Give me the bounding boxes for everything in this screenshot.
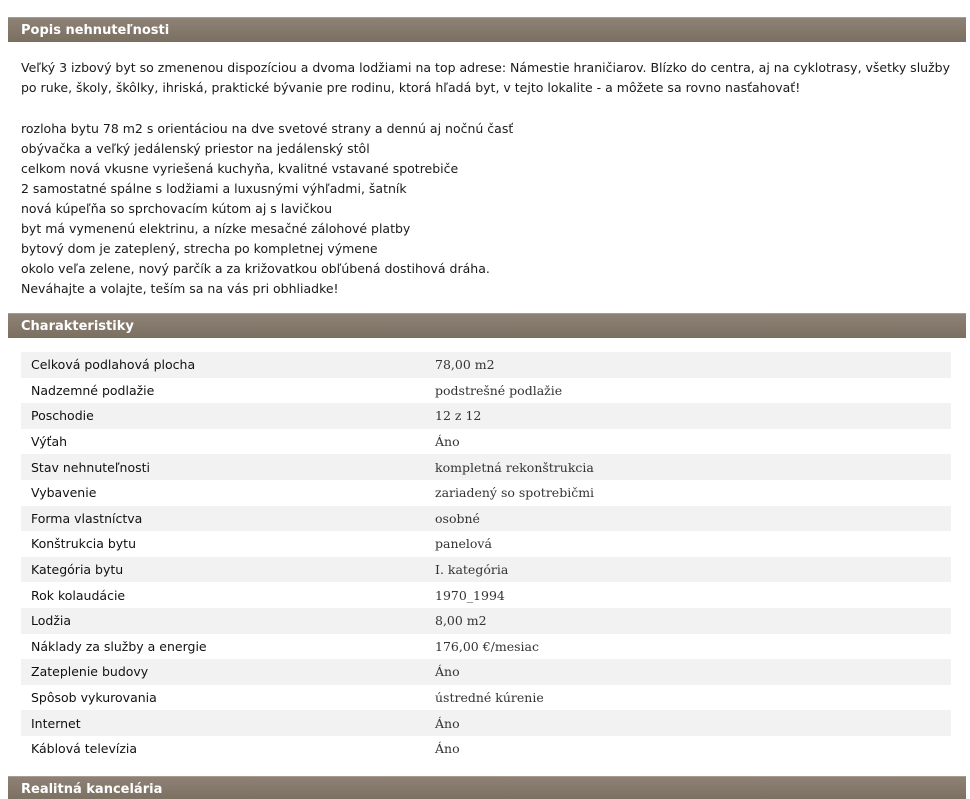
- section-header-agency: Realitná kancelária: [8, 776, 966, 799]
- row-label: Kategória bytu: [21, 557, 425, 583]
- table-row: [21, 710, 951, 736]
- table-row: [21, 429, 951, 455]
- table-row: [21, 685, 951, 711]
- row-label: Stav nehnuteľnosti: [21, 454, 425, 480]
- characteristics-table: [21, 352, 951, 762]
- description-line: celkom nová vkusne vyriešená kuchyňa, kvalitné vstavané spotrebiče: [21, 161, 459, 176]
- row-label: Poschodie: [21, 403, 425, 429]
- row-label: Zateplenie budovy: [21, 659, 425, 685]
- row-label: Vybavenie: [21, 480, 425, 506]
- row-label: Forma vlastníctva: [21, 506, 425, 532]
- row-value: 176,00 €/mesiac: [425, 634, 951, 660]
- row-value: Áno: [425, 659, 951, 685]
- section-header-description: Popis nehnuteľnosti: [8, 17, 966, 42]
- row-label: Rok kolaudácie: [21, 582, 425, 608]
- table-row: [21, 659, 951, 685]
- table-row: [21, 454, 951, 480]
- description-line: obývačka a veľký jedálenský priestor na jedálenský stôl: [21, 141, 370, 156]
- row-value: ústredné kúrenie: [425, 685, 951, 711]
- row-value: podstrešné podlažie: [425, 378, 951, 404]
- row-label: Výťah: [21, 429, 425, 455]
- table-row: [21, 736, 951, 762]
- row-value: osobné: [425, 506, 951, 532]
- row-label: Celková podlahová plocha: [21, 352, 425, 378]
- table-row: [21, 557, 951, 583]
- row-label: Internet: [21, 710, 425, 736]
- description-line: okolo veľa zelene, nový parčík a za križovatkou obľúbená dostihová dráha.: [21, 261, 490, 276]
- row-value: 12 z 12: [425, 403, 951, 429]
- row-value: panelová: [425, 531, 951, 557]
- table-row: [21, 352, 951, 378]
- description-line: nová kúpeľňa so sprchovacím kútom aj s lavičkou: [21, 201, 332, 216]
- table-row: [21, 531, 951, 557]
- row-value: Áno: [425, 710, 951, 736]
- description-lines: [21, 119, 956, 299]
- table-row: [21, 378, 951, 404]
- description-block: [21, 58, 956, 299]
- row-label: Spôsob vykurovania: [21, 685, 425, 711]
- description-line: Neváhajte a volajte, teším sa na vás pri obhliadke!: [21, 281, 339, 296]
- table-row: [21, 608, 951, 634]
- row-value: kompletná rekonštrukcia: [425, 454, 951, 480]
- row-value: 8,00 m2: [425, 608, 951, 634]
- row-value: zariadený so spotrebičmi: [425, 480, 951, 506]
- description-intro: Veľký 3 izbový byt so zmenenou dispozíciou a dvoma lodžiami na top adrese: Námestie hraničiarov. Blízko do centra, aj na cyklotrasy, všetky služby po ruke, školy, škôlky, ihriská, praktické bývanie pre rodinu, ktorá hľadá byt, v tejto lokalite - a môžete sa rovno nasťahovať!: [21, 60, 950, 95]
- description-line: 2 samostatné spálne s lodžiami a luxusnými výhľadmi, šatník: [21, 181, 407, 196]
- row-label: Nadzemné podlažie: [21, 378, 425, 404]
- row-value: I. kategória: [425, 557, 951, 583]
- row-label: Lodžia: [21, 608, 425, 634]
- description-line: byt má vymenenú elektrinu, a nízke mesačné zálohové platby: [21, 221, 411, 236]
- row-label: Konštrukcia bytu: [21, 531, 425, 557]
- row-value: 78,00 m2: [425, 352, 951, 378]
- table-row: [21, 506, 951, 532]
- row-value: Áno: [425, 429, 951, 455]
- row-value: Áno: [425, 736, 951, 762]
- table-row: [21, 403, 951, 429]
- description-line: bytový dom je zateplený, strecha po kompletnej výmene: [21, 241, 378, 256]
- table-row: [21, 582, 951, 608]
- description-line: rozloha bytu 78 m2 s orientáciou na dve svetové strany a dennú aj nočnú časť: [21, 121, 514, 136]
- table-row: [21, 634, 951, 660]
- row-value: 1970_1994: [425, 582, 951, 608]
- table-row: [21, 480, 951, 506]
- row-label: Náklady za služby a energie: [21, 634, 425, 660]
- section-header-characteristics: Charakteristiky: [8, 313, 966, 338]
- row-label: Káblová televízia: [21, 736, 425, 762]
